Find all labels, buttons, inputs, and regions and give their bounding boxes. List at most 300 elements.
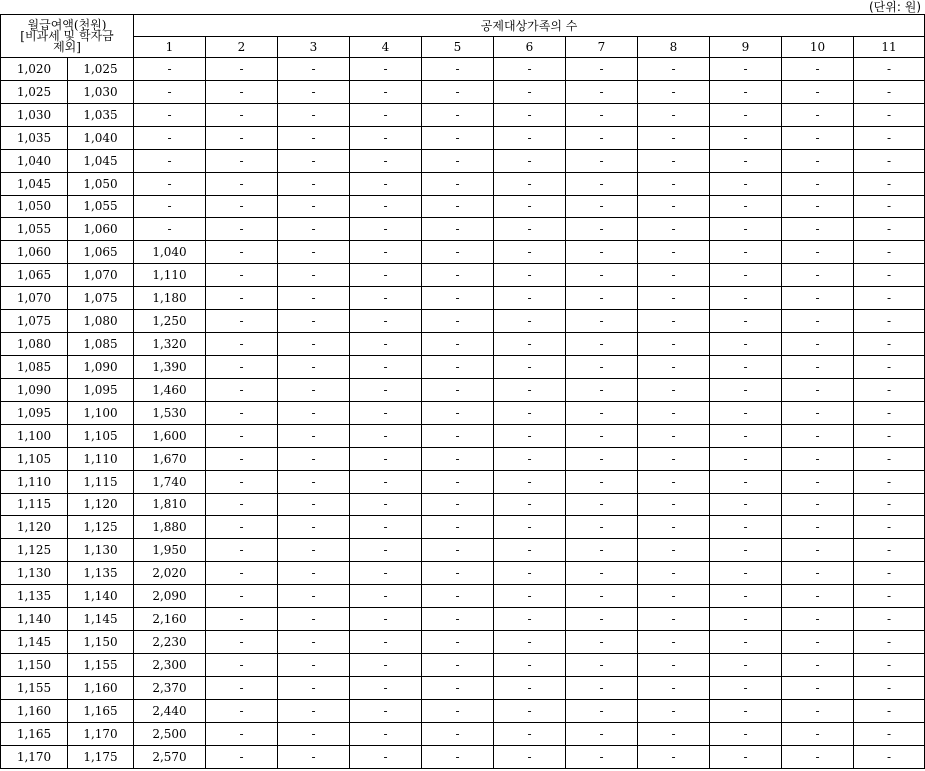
tax-amount-cell: - [854, 310, 925, 333]
tax-amount-cell: - [854, 378, 925, 401]
tax-amount-cell: - [566, 103, 638, 126]
tax-amount-cell: - [854, 218, 925, 241]
family-count-header: 공제대상가족의 수 [134, 15, 925, 37]
salary-to-cell: 1,130 [68, 539, 134, 562]
tax-amount-cell: - [134, 172, 206, 195]
salary-from-cell: 1,150 [1, 653, 68, 676]
tax-amount-cell: - [350, 264, 422, 287]
tax-amount-cell: - [206, 310, 278, 333]
tax-amount-cell: 1,670 [134, 447, 206, 470]
salary-from-cell: 1,135 [1, 585, 68, 608]
table-row [1, 378, 925, 401]
tax-amount-cell: - [638, 195, 710, 218]
table-row [1, 58, 925, 81]
tax-amount-cell: - [854, 699, 925, 722]
tax-amount-cell: - [566, 172, 638, 195]
tax-amount-cell: - [854, 80, 925, 103]
family-count-3: 3 [278, 37, 350, 58]
tax-amount-cell: - [278, 172, 350, 195]
tax-amount-cell: - [494, 653, 566, 676]
tax-amount-cell: - [782, 355, 854, 378]
tax-amount-cell: 2,300 [134, 653, 206, 676]
tax-amount-cell: - [494, 608, 566, 631]
salary-from-cell: 1,160 [1, 699, 68, 722]
tax-amount-cell: - [350, 585, 422, 608]
tax-amount-cell: - [566, 631, 638, 654]
tax-amount-cell: - [422, 424, 494, 447]
tax-amount-cell: - [206, 195, 278, 218]
salary-to-cell: 1,120 [68, 493, 134, 516]
tax-amount-cell: - [350, 516, 422, 539]
table-row [1, 516, 925, 539]
salary-from-cell: 1,020 [1, 58, 68, 81]
family-count-8: 8 [638, 37, 710, 58]
tax-amount-cell: - [350, 218, 422, 241]
tax-amount-cell: - [494, 172, 566, 195]
salary-from-cell: 1,060 [1, 241, 68, 264]
tax-amount-cell: - [566, 516, 638, 539]
tax-amount-cell: - [206, 470, 278, 493]
tax-amount-cell: - [854, 149, 925, 172]
tax-amount-cell: - [638, 676, 710, 699]
family-count-5: 5 [422, 37, 494, 58]
tax-amount-cell: - [206, 585, 278, 608]
tax-amount-cell: - [566, 493, 638, 516]
salary-to-cell: 1,160 [68, 676, 134, 699]
tax-amount-cell: - [422, 539, 494, 562]
tax-amount-cell: - [854, 447, 925, 470]
tax-amount-cell: - [638, 516, 710, 539]
tax-amount-cell: - [206, 699, 278, 722]
tax-amount-cell: - [638, 470, 710, 493]
tax-amount-cell: - [566, 241, 638, 264]
tax-amount-cell: - [422, 58, 494, 81]
tax-amount-cell: - [350, 493, 422, 516]
salary-to-cell: 1,065 [68, 241, 134, 264]
tax-amount-cell: - [422, 378, 494, 401]
salary-from-cell: 1,130 [1, 562, 68, 585]
table-row [1, 493, 925, 516]
tax-amount-cell: - [638, 699, 710, 722]
tax-amount-cell: - [422, 218, 494, 241]
tax-amount-cell: - [566, 310, 638, 333]
tax-amount-cell: - [206, 539, 278, 562]
tax-amount-cell: - [782, 539, 854, 562]
salary-to-cell: 1,155 [68, 653, 134, 676]
tax-amount-cell: - [350, 447, 422, 470]
table-row [1, 608, 925, 631]
tax-amount-cell: - [710, 401, 782, 424]
salary-to-cell: 1,140 [68, 585, 134, 608]
tax-amount-cell: - [782, 745, 854, 768]
salary-from-cell: 1,165 [1, 722, 68, 745]
salary-to-cell: 1,145 [68, 608, 134, 631]
table-row [1, 195, 925, 218]
table-row [1, 470, 925, 493]
tax-amount-cell: - [566, 401, 638, 424]
tax-amount-cell: - [710, 355, 782, 378]
table-row [1, 699, 925, 722]
tax-amount-cell: - [710, 172, 782, 195]
tax-amount-cell: - [422, 447, 494, 470]
tax-amount-cell: - [566, 264, 638, 287]
family-count-11: 11 [854, 37, 925, 58]
salary-to-cell: 1,070 [68, 264, 134, 287]
withholding-tax-table [0, 14, 925, 769]
salary-to-cell: 1,030 [68, 80, 134, 103]
table-row [1, 333, 925, 356]
tax-amount-cell: - [854, 493, 925, 516]
tax-amount-cell: - [350, 653, 422, 676]
tax-amount-cell: - [206, 676, 278, 699]
tax-amount-cell: - [854, 653, 925, 676]
table-row [1, 676, 925, 699]
salary-from-cell: 1,085 [1, 355, 68, 378]
tax-amount-cell: - [494, 699, 566, 722]
salary-header-line1: 월급여액(천원) [27, 17, 107, 32]
tax-amount-cell: - [422, 195, 494, 218]
tax-amount-cell: - [566, 585, 638, 608]
tax-amount-cell: - [134, 103, 206, 126]
salary-from-cell: 1,110 [1, 470, 68, 493]
tax-amount-cell: - [494, 493, 566, 516]
tax-amount-cell: 1,460 [134, 378, 206, 401]
tax-amount-cell: - [278, 699, 350, 722]
salary-from-cell: 1,095 [1, 401, 68, 424]
tax-amount-cell: - [854, 333, 925, 356]
tax-amount-cell: - [494, 745, 566, 768]
tax-amount-cell: - [782, 699, 854, 722]
salary-to-cell: 1,040 [68, 126, 134, 149]
tax-amount-cell: - [206, 562, 278, 585]
tax-amount-cell: - [350, 355, 422, 378]
tax-amount-cell: - [350, 699, 422, 722]
tax-amount-cell: - [494, 103, 566, 126]
tax-amount-cell: - [638, 585, 710, 608]
table-row [1, 241, 925, 264]
tax-amount-cell: 1,110 [134, 264, 206, 287]
tax-amount-cell: - [710, 699, 782, 722]
family-count-7: 7 [566, 37, 638, 58]
tax-amount-cell: - [782, 264, 854, 287]
salary-from-cell: 1,065 [1, 264, 68, 287]
tax-amount-cell: 2,440 [134, 699, 206, 722]
tax-amount-cell: - [854, 562, 925, 585]
tax-amount-cell: - [710, 424, 782, 447]
tax-amount-cell: 2,570 [134, 745, 206, 768]
salary-to-cell: 1,100 [68, 401, 134, 424]
tax-amount-cell: - [422, 653, 494, 676]
tax-amount-cell: - [422, 585, 494, 608]
tax-amount-cell: - [278, 241, 350, 264]
tax-amount-cell: - [782, 195, 854, 218]
tax-amount-cell: - [566, 470, 638, 493]
tax-amount-cell: - [278, 58, 350, 81]
tax-amount-cell: - [710, 80, 782, 103]
salary-to-cell: 1,125 [68, 516, 134, 539]
tax-amount-cell: - [710, 539, 782, 562]
salary-header-line2: [비과세 및 학자금 [20, 28, 114, 43]
tax-amount-cell: - [206, 287, 278, 310]
tax-amount-cell: - [710, 493, 782, 516]
tax-amount-cell: - [638, 355, 710, 378]
unit-note: (단위: 원) [869, 0, 921, 14]
tax-amount-cell: - [350, 631, 422, 654]
tax-amount-cell: - [350, 287, 422, 310]
tax-amount-cell: - [278, 516, 350, 539]
salary-from-cell: 1,120 [1, 516, 68, 539]
table-row [1, 218, 925, 241]
tax-amount-cell: - [782, 608, 854, 631]
salary-from-cell: 1,055 [1, 218, 68, 241]
tax-amount-cell: - [638, 333, 710, 356]
tax-amount-cell: - [206, 58, 278, 81]
tax-amount-cell: - [638, 653, 710, 676]
tax-amount-cell: - [350, 470, 422, 493]
tax-amount-cell: 2,370 [134, 676, 206, 699]
tax-amount-cell: - [278, 631, 350, 654]
tax-amount-cell: - [710, 631, 782, 654]
tax-amount-cell: - [494, 218, 566, 241]
tax-amount-cell: - [710, 103, 782, 126]
table-row [1, 401, 925, 424]
salary-to-cell: 1,090 [68, 355, 134, 378]
tax-amount-cell: - [206, 355, 278, 378]
salary-to-cell: 1,035 [68, 103, 134, 126]
tax-amount-cell: - [494, 80, 566, 103]
tax-amount-cell: - [566, 699, 638, 722]
tax-amount-cell: - [854, 103, 925, 126]
tax-amount-cell: - [206, 608, 278, 631]
family-count-row [1, 37, 925, 58]
salary-to-cell: 1,165 [68, 699, 134, 722]
tax-amount-cell: - [638, 218, 710, 241]
tax-amount-cell: - [782, 470, 854, 493]
tax-amount-cell: - [350, 676, 422, 699]
tax-amount-cell: - [422, 172, 494, 195]
tax-amount-cell: - [566, 218, 638, 241]
tax-amount-cell: - [782, 172, 854, 195]
tax-amount-cell: - [422, 608, 494, 631]
tax-amount-cell: - [278, 562, 350, 585]
tax-amount-cell: - [350, 241, 422, 264]
tax-amount-cell: - [710, 745, 782, 768]
tax-amount-cell: - [278, 195, 350, 218]
tax-amount-cell: - [422, 241, 494, 264]
family-count-6: 6 [494, 37, 566, 58]
salary-to-cell: 1,175 [68, 745, 134, 768]
tax-amount-cell: - [206, 264, 278, 287]
tax-amount-cell: - [782, 585, 854, 608]
tax-amount-cell: - [782, 447, 854, 470]
tax-amount-cell: - [566, 424, 638, 447]
tax-amount-cell: - [710, 470, 782, 493]
salary-to-cell: 1,025 [68, 58, 134, 81]
tax-amount-cell: - [854, 195, 925, 218]
tax-amount-cell: - [134, 80, 206, 103]
tax-amount-cell: - [854, 470, 925, 493]
tax-amount-cell: - [782, 218, 854, 241]
tax-amount-cell: - [350, 58, 422, 81]
tax-amount-cell: - [278, 424, 350, 447]
tax-amount-cell: - [854, 722, 925, 745]
tax-amount-cell: - [782, 333, 854, 356]
tax-amount-cell: - [782, 653, 854, 676]
tax-amount-cell: - [638, 608, 710, 631]
salary-from-cell: 1,145 [1, 631, 68, 654]
tax-amount-cell: - [854, 355, 925, 378]
family-count-9: 9 [710, 37, 782, 58]
salary-to-cell: 1,095 [68, 378, 134, 401]
tax-amount-cell: - [278, 608, 350, 631]
tax-amount-cell: - [422, 333, 494, 356]
tax-amount-cell: - [782, 241, 854, 264]
tax-amount-cell: - [782, 424, 854, 447]
tax-amount-cell: - [350, 310, 422, 333]
tax-amount-cell: - [854, 264, 925, 287]
salary-from-cell: 1,030 [1, 103, 68, 126]
tax-amount-cell: - [350, 722, 422, 745]
tax-amount-cell: - [278, 355, 350, 378]
salary-from-cell: 1,080 [1, 333, 68, 356]
tax-amount-cell: - [278, 585, 350, 608]
tax-amount-cell: - [494, 516, 566, 539]
tax-amount-cell: 2,090 [134, 585, 206, 608]
tax-amount-cell: - [278, 149, 350, 172]
table-row [1, 172, 925, 195]
salary-header-line3: 제외] [53, 39, 81, 54]
tax-amount-cell: - [494, 149, 566, 172]
tax-amount-cell: - [566, 126, 638, 149]
tax-amount-cell: - [854, 608, 925, 631]
tax-amount-cell: - [710, 126, 782, 149]
tax-amount-cell: 1,740 [134, 470, 206, 493]
tax-amount-cell: - [278, 287, 350, 310]
tax-amount-cell: - [278, 218, 350, 241]
tax-amount-cell: - [854, 745, 925, 768]
tax-amount-cell: - [566, 333, 638, 356]
tax-amount-cell: - [494, 310, 566, 333]
tax-amount-cell: - [278, 676, 350, 699]
tax-amount-cell: - [278, 80, 350, 103]
tax-amount-cell: - [278, 310, 350, 333]
tax-amount-cell: - [206, 401, 278, 424]
tax-amount-cell: - [854, 585, 925, 608]
tax-amount-cell: - [638, 745, 710, 768]
tax-amount-cell: - [350, 80, 422, 103]
tax-amount-cell: - [206, 333, 278, 356]
tax-amount-cell: - [638, 493, 710, 516]
tax-amount-cell: - [782, 493, 854, 516]
family-count-4: 4 [350, 37, 422, 58]
tax-amount-cell: - [278, 722, 350, 745]
tax-amount-cell: - [494, 401, 566, 424]
tax-amount-cell: - [782, 149, 854, 172]
table-row [1, 126, 925, 149]
tax-amount-cell: - [710, 447, 782, 470]
tax-amount-cell: - [566, 195, 638, 218]
tax-amount-cell: 1,600 [134, 424, 206, 447]
salary-from-cell: 1,125 [1, 539, 68, 562]
family-count-2: 2 [206, 37, 278, 58]
salary-from-cell: 1,155 [1, 676, 68, 699]
tax-amount-cell: - [638, 264, 710, 287]
tax-amount-cell: - [494, 195, 566, 218]
tax-amount-cell: - [710, 653, 782, 676]
tax-amount-cell: - [422, 470, 494, 493]
tax-amount-cell: - [206, 218, 278, 241]
tax-amount-cell: - [278, 126, 350, 149]
tax-amount-cell: - [494, 631, 566, 654]
tax-amount-cell: - [494, 447, 566, 470]
salary-from-cell: 1,025 [1, 80, 68, 103]
tax-amount-cell: 1,040 [134, 241, 206, 264]
tax-amount-cell: - [494, 241, 566, 264]
tax-amount-cell: - [782, 287, 854, 310]
tax-amount-cell: - [206, 149, 278, 172]
tax-amount-cell: - [638, 424, 710, 447]
tax-amount-cell: - [566, 722, 638, 745]
tax-amount-cell: - [494, 126, 566, 149]
salary-from-cell: 1,035 [1, 126, 68, 149]
tax-amount-cell: - [854, 424, 925, 447]
salary-to-cell: 1,135 [68, 562, 134, 585]
tax-amount-cell: - [854, 516, 925, 539]
tax-amount-cell: - [710, 333, 782, 356]
tax-amount-cell: - [710, 562, 782, 585]
tax-amount-cell: - [854, 241, 925, 264]
tax-amount-cell: - [638, 378, 710, 401]
table-row [1, 287, 925, 310]
tax-amount-cell: - [710, 722, 782, 745]
tax-amount-cell: - [422, 126, 494, 149]
salary-from-cell: 1,170 [1, 745, 68, 768]
tax-amount-cell: - [710, 310, 782, 333]
tax-amount-cell: - [278, 745, 350, 768]
tax-amount-cell: - [782, 103, 854, 126]
tax-amount-cell: - [638, 287, 710, 310]
tax-amount-cell: - [566, 378, 638, 401]
tax-amount-cell: - [854, 287, 925, 310]
tax-amount-cell: - [566, 355, 638, 378]
tax-amount-cell: - [350, 195, 422, 218]
tax-amount-cell: - [782, 516, 854, 539]
tax-amount-cell: - [494, 333, 566, 356]
tax-amount-cell: - [638, 539, 710, 562]
tax-amount-cell: - [422, 745, 494, 768]
tax-amount-cell: - [134, 149, 206, 172]
tax-amount-cell: - [854, 58, 925, 81]
tax-amount-cell: - [422, 355, 494, 378]
tax-amount-cell: - [710, 149, 782, 172]
tax-amount-cell: - [422, 699, 494, 722]
tax-amount-cell: - [494, 58, 566, 81]
tax-amount-cell: - [566, 745, 638, 768]
tax-amount-cell: - [350, 424, 422, 447]
salary-from-cell: 1,075 [1, 310, 68, 333]
salary-to-cell: 1,115 [68, 470, 134, 493]
tax-amount-cell: - [422, 676, 494, 699]
tax-amount-cell: - [278, 493, 350, 516]
tax-amount-cell: - [854, 631, 925, 654]
tax-amount-cell: - [638, 631, 710, 654]
tax-amount-cell: - [566, 562, 638, 585]
table-row [1, 424, 925, 447]
tax-amount-cell: - [854, 172, 925, 195]
tax-amount-cell: - [710, 241, 782, 264]
tax-amount-cell: - [710, 585, 782, 608]
tax-amount-cell: 1,390 [134, 355, 206, 378]
